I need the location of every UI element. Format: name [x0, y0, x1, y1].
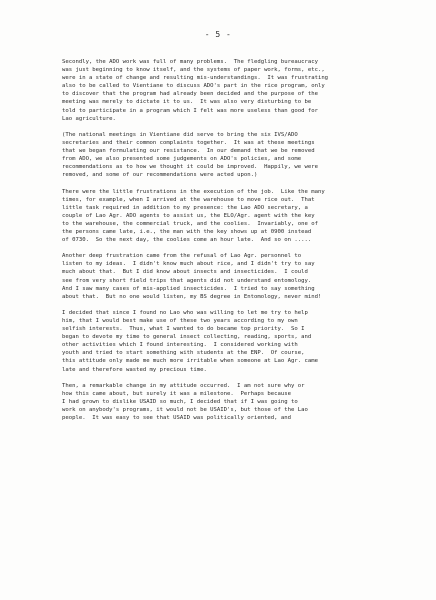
text-line: meeting was merely to dictate it to us. It was also very disturbing to be	[62, 99, 312, 106]
text-line: much about that. But I did know about insects and insecticides. I could	[62, 269, 308, 276]
text-line: from ADO, we also presented some judgements on ADO's policies, and some	[62, 156, 302, 163]
text-line: youth and tried to start something with students at the ENP. Of course,	[62, 350, 305, 357]
text-line: this attitude only made me much more irritable when someone at Lao Agr. came	[62, 358, 318, 365]
paragraph	[62, 58, 402, 123]
text-line: There were the little frustrations in the execution of the job. Like the many	[62, 188, 325, 195]
text-line: about that. But no one would listen, my BS degree in Entomology, never mind!	[62, 293, 322, 300]
text-line: the persons came late, i.e., the man with the key shows up at 0900 instead	[62, 228, 312, 235]
text-line: And I saw many cases of mis-applied insecticides. I tried to say something	[62, 285, 315, 292]
text-line: see from very short field trips that agents did not understand entomology.	[62, 277, 312, 284]
text-line: I had grown to dislike USAID so much, I decided that if I was going to	[62, 398, 298, 405]
text-line: removed, and some of our recommendations were acted upon.)	[62, 172, 258, 179]
text-line: late and therefore wasted my precious time.	[62, 366, 207, 373]
text-line: little task required in addition to my presence: the Lao ADO secretary, a	[62, 204, 308, 211]
text-line: of 0730. So the next day, the coolies come an hour late. And so on .....	[62, 237, 312, 244]
text-line: him, that I would best make use of these two years according to my own	[62, 318, 298, 324]
text-line: to the warehouse, the commercial truck, and the coolies. Invariably, one of	[62, 220, 318, 227]
text-line: that we began formulating our resistance. In our demand that we be removed	[62, 148, 315, 155]
text-line: Lao agriculture.	[62, 115, 116, 122]
page-number: - 5 -	[204, 30, 232, 39]
text-line: people. It was easy to see that USAID was politically oriented, and	[62, 415, 292, 422]
text-line: listen to my ideas. I didn't know much about rice, and I didn't try to say	[62, 261, 315, 268]
text-line: couple of Lao Agr. ADO agents to assist us, the ELO/Agr. agent with the key	[62, 212, 315, 219]
paragraph	[62, 188, 402, 245]
text-line: times, for example, when I arrived at the warehouse to move rice out. That	[62, 196, 315, 203]
text-line: to discover that the program had already been decided and the purpose of the	[62, 91, 318, 98]
text-line: other activities which I found interesting. I considered working with	[62, 342, 298, 349]
text-line: were in a state of change and resulting mis-understandings. It was frustrating	[62, 75, 329, 82]
text-line: secretaries and their common complaints together. It was at these meetings	[62, 139, 315, 146]
paragraph	[62, 131, 402, 180]
text-line: Secondly, the ADO work was full of many problems. The fledgling bureaucracy	[62, 59, 318, 65]
text-line: Then, a remarkable change in my attitude occurred. I am not sure why or	[62, 382, 305, 389]
text-line: selfish interests. Thus, what I wanted to do became top priority. So I	[62, 326, 305, 333]
text-line: work on anybody's programs, it would not be USAID's, but those of the Lao	[62, 407, 308, 414]
text-line: recommendations as to how we thought it could be improved. Happily, we were	[62, 164, 318, 171]
text-line: (The national meetings in Vientiane did serve to bring the six IVS/ADO	[62, 131, 298, 138]
paragraph	[62, 252, 402, 301]
text-line: how this came about, but surely it was a milestone. Perhaps because	[62, 390, 292, 397]
text-line: I decided that since I found no Lao who was willing to let me try to help	[62, 309, 308, 316]
document-body	[62, 58, 402, 430]
text-line: was just beginning to know itself, and the systems of paper work, forms, etc.,	[62, 67, 325, 74]
text-line: Another deep frustration came from the refusal of Lao Agr. personnel to	[62, 253, 302, 260]
paragraph	[62, 309, 402, 374]
text-line: began to devote my time to general insect collecting, reading, sports, and	[62, 334, 312, 341]
text-line: also to be called to Vientiane to discuss ADO's part in the rice program, only	[62, 83, 325, 90]
text-line: told to participate in a program which I felt was more useless than good for	[62, 107, 318, 114]
paragraph	[62, 382, 402, 422]
